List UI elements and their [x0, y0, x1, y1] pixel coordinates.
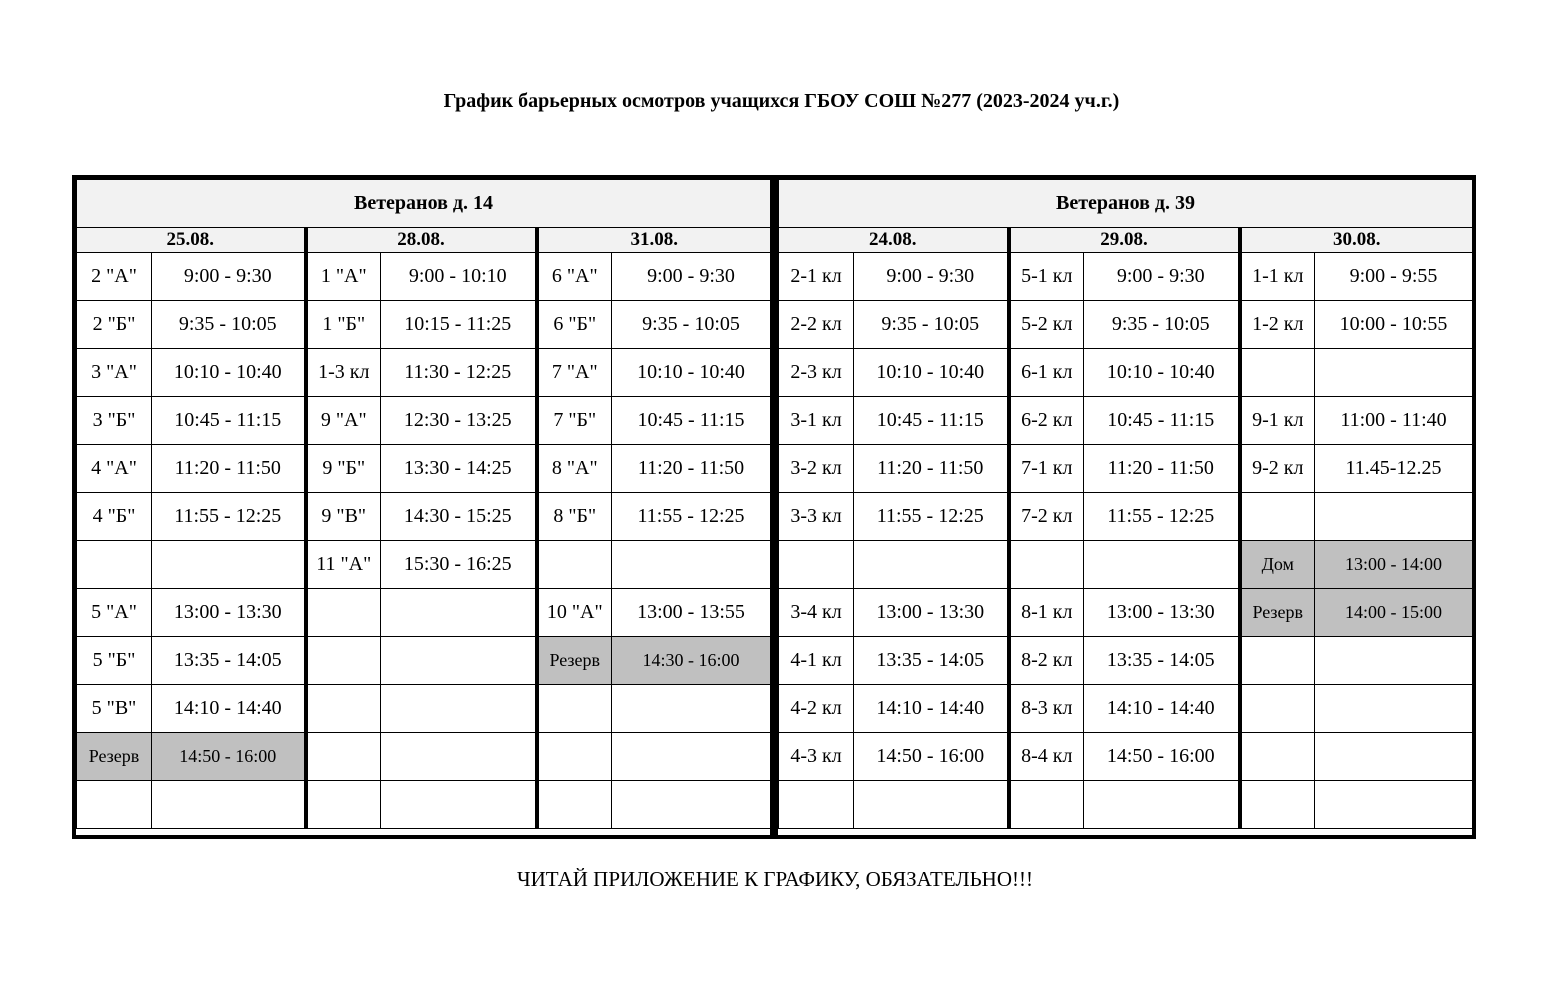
- class-cell: 4-2 кл: [779, 685, 854, 733]
- building-header: Ветеранов д. 39: [779, 180, 1473, 228]
- time-cell: 11:20 - 11:50: [854, 445, 1009, 493]
- class-cell: 2-3 кл: [779, 349, 854, 397]
- class-cell: Резерв: [537, 637, 612, 685]
- table-row: [77, 541, 771, 589]
- table-row: [77, 397, 771, 445]
- class-cell: [537, 733, 612, 781]
- time-cell: 13:35 - 14:05: [854, 637, 1009, 685]
- class-cell: [1240, 493, 1315, 541]
- class-cell: [306, 733, 381, 781]
- time-cell: 11:55 - 12:25: [1084, 493, 1240, 541]
- time-cell: [612, 685, 771, 733]
- time-cell: 11:55 - 12:25: [854, 493, 1009, 541]
- class-cell: 5-1 кл: [1009, 253, 1084, 301]
- time-cell: 11:00 - 11:40: [1315, 397, 1473, 445]
- time-cell: 11:30 - 12:25: [381, 349, 537, 397]
- time-cell: [381, 685, 537, 733]
- class-cell: [306, 637, 381, 685]
- time-cell: 9:35 - 10:05: [854, 301, 1009, 349]
- time-cell: 11:20 - 11:50: [1084, 445, 1240, 493]
- table-row: [779, 253, 1473, 301]
- time-cell: 11:20 - 11:50: [612, 445, 771, 493]
- time-cell: 10:10 - 10:40: [612, 349, 771, 397]
- table-row: [77, 301, 771, 349]
- class-cell: 9-2 кл: [1240, 445, 1315, 493]
- time-cell: 10:00 - 10:55: [1315, 301, 1473, 349]
- class-cell: 6-2 кл: [1009, 397, 1084, 445]
- table-row: [779, 397, 1473, 445]
- time-cell: [854, 781, 1009, 829]
- table-row: [77, 349, 771, 397]
- class-cell: 2 "А": [77, 253, 152, 301]
- class-cell: 5-2 кл: [1009, 301, 1084, 349]
- table-row: [779, 589, 1473, 637]
- class-cell: 2-2 кл: [779, 301, 854, 349]
- class-cell: 6 "Б": [537, 301, 612, 349]
- table-row: [77, 733, 771, 781]
- class-cell: 6 "А": [537, 253, 612, 301]
- class-cell: Резерв: [77, 733, 152, 781]
- schedule-table-left: [76, 179, 771, 829]
- time-cell: [152, 781, 306, 829]
- class-cell: [77, 541, 152, 589]
- page-title: График барьерных осмотров учащихся ГБОУ СОШ №277 (2023-2024 уч.г.): [443, 90, 1120, 112]
- class-cell: 8-2 кл: [1009, 637, 1084, 685]
- class-cell: 9 "А": [306, 397, 381, 445]
- time-cell: 9:35 - 10:05: [612, 301, 771, 349]
- class-cell: 4-1 кл: [779, 637, 854, 685]
- time-cell: 14:10 - 14:40: [854, 685, 1009, 733]
- time-cell: [152, 541, 306, 589]
- table-row: [779, 445, 1473, 493]
- time-cell: 13:35 - 14:05: [1084, 637, 1240, 685]
- class-cell: Дом: [1240, 541, 1315, 589]
- class-cell: 3-3 кл: [779, 493, 854, 541]
- date-header: 31.08.: [537, 228, 771, 253]
- table-row: [77, 589, 771, 637]
- time-cell: 13:35 - 14:05: [152, 637, 306, 685]
- time-cell: 13:00 - 13:30: [1084, 589, 1240, 637]
- time-cell: 13:00 - 14:00: [1315, 541, 1473, 589]
- table-row: [77, 637, 771, 685]
- class-cell: 9 "В": [306, 493, 381, 541]
- class-cell: [1009, 541, 1084, 589]
- time-cell: 10:15 - 11:25: [381, 301, 537, 349]
- class-cell: Резерв: [1240, 589, 1315, 637]
- class-cell: [1240, 637, 1315, 685]
- time-cell: [1084, 541, 1240, 589]
- footer-note: ЧИТАЙ ПРИЛОЖЕНИЕ К ГРАФИКУ, ОБЯЗАТЕЛЬНО!!!: [516, 867, 1033, 891]
- time-cell: 14:10 - 14:40: [1084, 685, 1240, 733]
- class-cell: 1-2 кл: [1240, 301, 1315, 349]
- time-cell: 9:00 - 9:30: [1084, 253, 1240, 301]
- time-cell: 14:50 - 16:00: [152, 733, 306, 781]
- class-cell: 7 "Б": [537, 397, 612, 445]
- table-row: [779, 301, 1473, 349]
- class-cell: [1240, 781, 1315, 829]
- class-cell: 8-4 кл: [1009, 733, 1084, 781]
- time-cell: 14:50 - 16:00: [854, 733, 1009, 781]
- table-row: [779, 685, 1473, 733]
- class-cell: 8-3 кл: [1009, 685, 1084, 733]
- class-cell: 3 "А": [77, 349, 152, 397]
- time-cell: 9:35 - 10:05: [1084, 301, 1240, 349]
- table-row: [77, 685, 771, 733]
- class-cell: 1-3 кл: [306, 349, 381, 397]
- class-cell: [537, 541, 612, 589]
- class-cell: 9 "Б": [306, 445, 381, 493]
- time-cell: 13:30 - 14:25: [381, 445, 537, 493]
- table-row: [77, 781, 771, 829]
- time-cell: [381, 589, 537, 637]
- time-cell: 9:00 - 9:30: [152, 253, 306, 301]
- time-cell: 10:45 - 11:15: [152, 397, 306, 445]
- time-cell: 10:45 - 11:15: [854, 397, 1009, 445]
- class-cell: 6-1 кл: [1009, 349, 1084, 397]
- class-cell: 7-2 кл: [1009, 493, 1084, 541]
- time-cell: 14:10 - 14:40: [152, 685, 306, 733]
- time-cell: 13:00 - 13:30: [152, 589, 306, 637]
- schedule-block-right: [774, 175, 1476, 839]
- table-row: [779, 541, 1473, 589]
- time-cell: 9:00 - 9:30: [612, 253, 771, 301]
- class-cell: 1 "Б": [306, 301, 381, 349]
- class-cell: 5 "В": [77, 685, 152, 733]
- date-header: 30.08.: [1240, 228, 1473, 253]
- table-row: [77, 445, 771, 493]
- time-cell: [1315, 637, 1473, 685]
- class-cell: 5 "А": [77, 589, 152, 637]
- class-cell: [1240, 733, 1315, 781]
- time-cell: 11:55 - 12:25: [612, 493, 771, 541]
- class-cell: 3-1 кл: [779, 397, 854, 445]
- table-row: [779, 493, 1473, 541]
- class-cell: 1 "А": [306, 253, 381, 301]
- time-cell: 14:00 - 15:00: [1315, 589, 1473, 637]
- time-cell: 10:45 - 11:15: [612, 397, 771, 445]
- class-cell: 8 "А": [537, 445, 612, 493]
- class-cell: [306, 781, 381, 829]
- class-cell: 10 "А": [537, 589, 612, 637]
- class-cell: [1240, 349, 1315, 397]
- table-row: [779, 349, 1473, 397]
- time-cell: [381, 637, 537, 685]
- class-cell: [77, 781, 152, 829]
- time-cell: 9:00 - 9:30: [854, 253, 1009, 301]
- time-cell: [1315, 349, 1473, 397]
- date-header: 24.08.: [779, 228, 1009, 253]
- time-cell: 15:30 - 16:25: [381, 541, 537, 589]
- time-cell: 9:00 - 10:10: [381, 253, 537, 301]
- class-cell: 8-1 кл: [1009, 589, 1084, 637]
- class-cell: 1-1 кл: [1240, 253, 1315, 301]
- class-cell: 4 "Б": [77, 493, 152, 541]
- time-cell: 11:55 - 12:25: [152, 493, 306, 541]
- time-cell: 9:35 - 10:05: [152, 301, 306, 349]
- class-cell: [1009, 781, 1084, 829]
- time-cell: 9:00 - 9:55: [1315, 253, 1473, 301]
- class-cell: 4 "А": [77, 445, 152, 493]
- class-cell: [537, 685, 612, 733]
- class-cell: 9-1 кл: [1240, 397, 1315, 445]
- time-cell: 10:10 - 10:40: [1084, 349, 1240, 397]
- class-cell: 3-4 кл: [779, 589, 854, 637]
- date-header: 29.08.: [1009, 228, 1240, 253]
- class-cell: 2-1 кл: [779, 253, 854, 301]
- class-cell: 2 "Б": [77, 301, 152, 349]
- schedule-block-left: [72, 175, 774, 839]
- class-cell: 11 "А": [306, 541, 381, 589]
- class-cell: [306, 589, 381, 637]
- time-cell: [612, 541, 771, 589]
- class-cell: 8 "Б": [537, 493, 612, 541]
- class-cell: [306, 685, 381, 733]
- time-cell: [381, 733, 537, 781]
- time-cell: [1315, 733, 1473, 781]
- time-cell: 14:30 - 16:00: [612, 637, 771, 685]
- table-row: [77, 253, 771, 301]
- time-cell: 11:20 - 11:50: [152, 445, 306, 493]
- class-cell: 4-3 кл: [779, 733, 854, 781]
- class-cell: [537, 781, 612, 829]
- building-header: Ветеранов д. 14: [77, 180, 771, 228]
- time-cell: [1084, 781, 1240, 829]
- time-cell: 10:10 - 10:40: [152, 349, 306, 397]
- time-cell: [1315, 685, 1473, 733]
- class-cell: [779, 781, 854, 829]
- time-cell: 10:10 - 10:40: [854, 349, 1009, 397]
- table-row: [779, 781, 1473, 829]
- date-header: 25.08.: [77, 228, 306, 253]
- time-cell: [612, 781, 771, 829]
- time-cell: [854, 541, 1009, 589]
- time-cell: 11.45-12.25: [1315, 445, 1473, 493]
- table-row: [779, 637, 1473, 685]
- time-cell: 14:30 - 15:25: [381, 493, 537, 541]
- class-cell: 5 "Б": [77, 637, 152, 685]
- time-cell: [1315, 781, 1473, 829]
- class-cell: 7 "А": [537, 349, 612, 397]
- time-cell: [612, 733, 771, 781]
- time-cell: 13:00 - 13:55: [612, 589, 771, 637]
- class-cell: 3 "Б": [77, 397, 152, 445]
- time-cell: 10:45 - 11:15: [1084, 397, 1240, 445]
- date-header: 28.08.: [306, 228, 537, 253]
- time-cell: 12:30 - 13:25: [381, 397, 537, 445]
- time-cell: 13:00 - 13:30: [854, 589, 1009, 637]
- class-cell: [1240, 685, 1315, 733]
- time-cell: [381, 781, 537, 829]
- class-cell: 3-2 кл: [779, 445, 854, 493]
- class-cell: 7-1 кл: [1009, 445, 1084, 493]
- time-cell: 14:50 - 16:00: [1084, 733, 1240, 781]
- time-cell: [1315, 493, 1473, 541]
- table-row: [77, 493, 771, 541]
- table-row: [779, 733, 1473, 781]
- schedule-table-right: [778, 179, 1473, 829]
- class-cell: [779, 541, 854, 589]
